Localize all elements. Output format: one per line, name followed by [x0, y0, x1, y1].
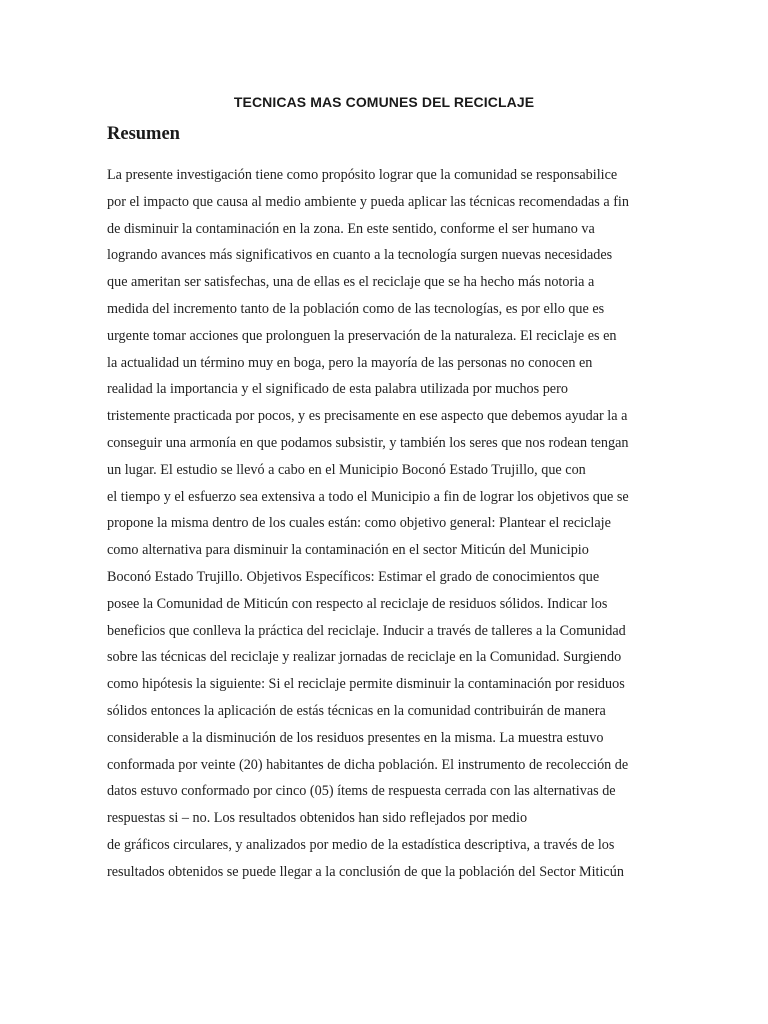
paragraph-line: realidad la importancia y el significado de esta palabra utilizada por muchos pero — [107, 381, 568, 398]
paragraph-line: logrando avances más significativos en cuanto a la tecnología surgen nuevas necesidades — [107, 247, 613, 264]
paragraph-line: sólidos entonces la aplicación de estás técnicas en la comunidad contribuirán de manera — [107, 702, 606, 719]
section-heading: Resumen — [107, 124, 180, 144]
paragraph-line: respuestas si – no. Los resultados obtenidos han sido reflejados por medio — [107, 810, 528, 827]
paragraph-line: que ameritan ser satisfechas, una de ellas es el reciclaje que se ha hecho más notoria a — [107, 274, 595, 291]
document-title: TECNICAS MAS COMUNES DEL RECICLAJE — [233, 94, 535, 110]
paragraph-line: como hipótesis la siguiente: Si el reciclaje permite disminuir la contaminación por residuos — [107, 676, 625, 693]
paragraph-line: el tiempo y el esfuerzo sea extensiva a todo el Municipio a fin de lograr los objetivos que se — [107, 488, 629, 505]
paragraph-line: urgente tomar acciones que prolonguen la preservación de la naturaleza. El reciclaje es en — [107, 327, 617, 344]
paragraph-line: sobre las técnicas del reciclaje y realizar jornadas de reciclaje en la Comunidad. Surgiendo — [107, 649, 622, 666]
paragraph-line: medida del incremento tanto de la población como de las tecnologías, es por ello que es — [107, 300, 605, 317]
abstract-body — [107, 162, 667, 886]
paragraph-line: La presente investigación tiene como propósito lograr que la comunidad se responsabilice — [107, 167, 618, 183]
paragraph-line: posee la Comunidad de Miticún con respecto al reciclaje de residuos sólidos. Indicar los — [107, 595, 608, 612]
paragraph-line: conseguir una armonía en que podamos subsistir, y también los seres que nos rodean tengan — [107, 434, 629, 451]
paragraph-line: resultados obtenidos se puede llegar a la conclusión de que la población del Sector Miticún — [107, 863, 624, 880]
paragraph-line: de gráficos circulares, y analizados por medio de la estadística descriptiva, a través de los — [107, 836, 615, 853]
paragraph-line: por el impacto que causa al medio ambiente y pueda aplicar las técnicas recomendadas a fin — [107, 193, 629, 210]
paragraph-line: propone la misma dentro de los cuales están: como objetivo general: Plantear el reciclaje — [107, 515, 611, 532]
paragraph-line: un lugar. El estudio se llevó a cabo en el Municipio Boconó Estado Trujillo, que con — [107, 461, 586, 478]
paragraph-line: de disminuir la contaminación en la zona. En este sentido, conforme el ser humano va — [107, 220, 595, 237]
paragraph-line: conformada por veinte (20) habitantes de dicha población. El instrumento de recolección de — [107, 756, 629, 773]
paragraph-line: beneficios que conlleva la práctica del reciclaje. Inducir a través de talleres a la Comunidad — [107, 622, 626, 639]
paragraph-line: la actualidad un término muy en boga, pero la mayoría de las personas no conocen en — [107, 354, 593, 371]
paragraph-line: Boconó Estado Trujillo. Objetivos Específicos: Estimar el grado de conocimientos que — [107, 568, 600, 585]
paragraph-line: considerable a la disminución de los residuos presentes en la misma. La muestra estuvo — [107, 729, 604, 746]
paragraph-line: como alternativa para disminuir la contaminación en el sector Miticún del Municipio — [107, 542, 589, 559]
paragraph-line: datos estuvo conformado por cinco (05) ítems de respuesta cerrada con las alternativas de — [107, 783, 616, 800]
paragraph-line: tristemente practicada por pocos, y es precisamente en ese aspecto que debemos ayudar la a — [107, 408, 628, 425]
